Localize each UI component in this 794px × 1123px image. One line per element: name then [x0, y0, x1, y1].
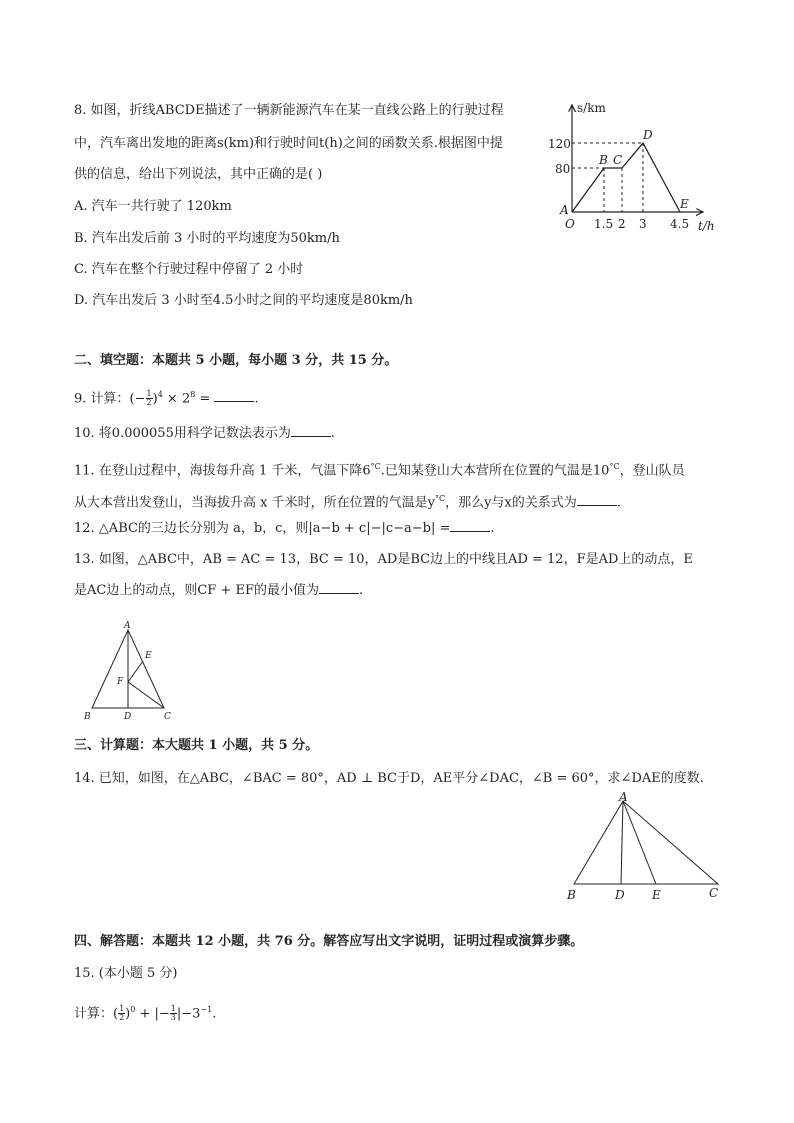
q13-end: . [358, 583, 364, 598]
q9-suffix: = [195, 391, 211, 407]
q14-point-b: B [567, 888, 576, 902]
q14-point-e: E [652, 888, 661, 902]
q8-x-tick-45: 4.5 [670, 217, 690, 231]
q13-point-f: F [117, 677, 124, 687]
q8-option-c: C. 汽车在整个行驶过程中停留了 2 小时 [74, 262, 304, 277]
q8-x-tick-2: 2 [618, 217, 626, 231]
q8-y-tick-80: 80 [555, 162, 571, 176]
q13-point-e: E [145, 651, 152, 661]
q8-x-tick-3: 3 [639, 217, 647, 231]
q13-triangle-figure [80, 618, 180, 726]
q15-mid1: ) [125, 1006, 131, 1022]
q14-point-d: D [615, 888, 625, 902]
q11-unit-1: °C [370, 462, 381, 471]
q13-point-c: C [164, 712, 171, 722]
q8-point-c: C [613, 153, 623, 167]
q12-text: 12. △ABC的三边长分别为 a，b，c，则|a−b + c|−|c−a−b| = [74, 521, 451, 536]
q14-triangle-abc [574, 801, 718, 884]
section-3-heading: 三、计算题：本大题共 1 小题，共 5 分。 [74, 738, 319, 753]
q12-end: . [490, 521, 495, 536]
q15-fraction-2 [170, 1005, 177, 1022]
q8-line-2: 中，汽车离出发地的距离s(km)和行驶时间t(h)之间的函数关系.根据图中提 [74, 136, 503, 151]
q14-point-a: A [619, 790, 628, 804]
q11-line1-a: 11. 在登山过程中，海拔每升高 1 千米，气温下降6 [74, 463, 371, 479]
q13-point-a: A [124, 621, 131, 631]
q9-fraction [146, 390, 153, 407]
q15-fraction-2-den: 3 [170, 1013, 176, 1023]
q12-answer-blank[interactable] [450, 531, 490, 532]
q8-polyline-abcde [572, 143, 680, 212]
q8-y-axis-label: s/km [577, 101, 606, 115]
q9-end: . [254, 391, 259, 407]
q9-line [74, 386, 259, 408]
q15-fraction-2-num: 1 [170, 1004, 176, 1014]
q11-unit-3: °C [434, 494, 446, 503]
q15-plus: + |− [135, 1006, 170, 1022]
q14-altitude-ad [621, 801, 623, 884]
q8-point-a: A [560, 203, 569, 217]
q15-prefix: 计算：( [74, 1006, 119, 1022]
q13-line-2 [74, 582, 363, 600]
q11-answer-blank[interactable] [577, 505, 617, 506]
section-2-heading: 二、填空题：本题共 5 小题，每小题 3 分，共 15 分。 [74, 353, 398, 368]
q15-fraction-1-num: 1 [119, 1004, 125, 1014]
q8-point-b: B [599, 153, 608, 167]
q15-end: . [212, 1006, 217, 1022]
q13-line-1: 13. 如图，△ABC中，AB = AC = 13，BC = 10，AD是BC边上的中线且AD = 12，F是AD上的动点，E [74, 552, 693, 567]
q8-line-3: 供的信息，给出下列说法，其中正确的是( ) [74, 167, 323, 182]
q10-answer-blank[interactable] [291, 436, 331, 437]
q14-triangle-figure [560, 790, 730, 902]
q12-line [74, 520, 495, 538]
q11-line2-b: ，那么y与x的关系式为 [445, 495, 577, 511]
q9-exp2: 8 [190, 390, 196, 399]
q8-point-e: E [680, 197, 689, 211]
q11-line2-a: 从大本营出发登山，当海拔升高 x 千米时，所在位置的气温是y [74, 495, 435, 511]
q13-segment-ef [128, 661, 143, 682]
q15-fraction-1-den: 2 [119, 1013, 125, 1023]
q8-line-1: 8. 如图，折线ABCDE描述了一辆新能源汽车在某一直线公路上的行驶过程 [74, 103, 504, 118]
q11-line1-b: .已知某登山大本营所在位置的气温是10 [380, 463, 610, 479]
q11-line-2 [74, 490, 621, 512]
q15-exp0: 0 [130, 1005, 136, 1014]
q8-x-tick-15: 1.5 [594, 217, 614, 231]
section-4-heading: 四、解答题：本题共 12 小题，共 76 分。解答应写出文字说明，证明过程或演算步骤。 [74, 934, 584, 949]
q15-exp-minus1: −1 [200, 1005, 213, 1014]
q8-y-tick-120: 120 [548, 137, 571, 151]
q11-unit-2: °C [609, 462, 620, 471]
q13-answer-blank[interactable] [319, 593, 359, 594]
q9-fraction-num: 1 [146, 389, 152, 399]
q13-point-b: B [84, 712, 91, 722]
q13-point-d: D [124, 712, 132, 722]
q14-line: 14. 已知，如图，在△ABC，∠BAC = 80°，AD ⊥ BC于D，AE平分∠DAC，∠B = 60°，求∠DAE的度数. [74, 771, 704, 786]
q8-distance-time-graph [540, 95, 730, 240]
q15-title: 15. (本小题 5 分) [74, 966, 178, 981]
q13-line2-text: 是AC边上的动点，则CF + EF的最小值为 [74, 583, 319, 598]
q9-fraction-den: 2 [146, 398, 152, 408]
q9-exp1: 4 [157, 390, 163, 399]
q9-prefix: 9. 计算：(− [74, 391, 146, 407]
q8-x-axis-label: t/h [698, 219, 715, 233]
q9-answer-blank[interactable] [214, 401, 254, 402]
q14-point-c: C [709, 886, 719, 900]
q13-segment-fc [128, 682, 164, 708]
q8-option-d: D. 汽车出发后 3 小时至4.5小时之间的平均速度是80km/h [74, 293, 413, 308]
q11-line1-c: ，登山队员 [619, 463, 685, 479]
q8-point-d: D [643, 128, 653, 142]
q8-option-b: B. 汽车出发后前 3 小时的平均速度为50km/h [74, 231, 340, 246]
q11-line-1 [74, 458, 685, 480]
q10-end: . [330, 426, 335, 441]
q10-prefix: 10. 将0.000055用科学记数法表示为 [74, 426, 291, 441]
q9-mid: ) [152, 391, 158, 407]
q15-mid2: |−3 [176, 1006, 201, 1022]
q10-line [74, 425, 335, 443]
q15-line [74, 1001, 216, 1023]
q9-times: × 2 [162, 391, 191, 407]
q8-option-a: A. 汽车一共行驶了 120km [74, 199, 232, 214]
q14-bisector-ae [623, 801, 656, 884]
q8-origin-label: O [565, 217, 575, 231]
q11-end: . [616, 495, 621, 511]
